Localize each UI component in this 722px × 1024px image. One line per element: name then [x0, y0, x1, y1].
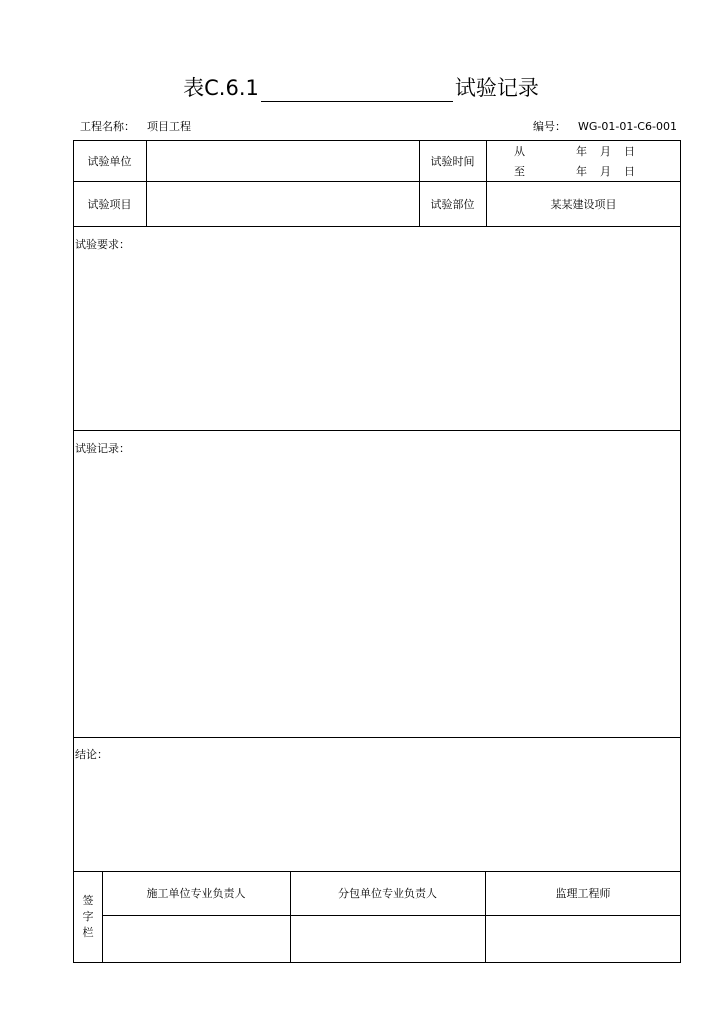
subcontractor-lead-signature-field[interactable]	[290, 915, 485, 963]
to-year-label: 年	[576, 165, 587, 178]
to-day-label: 日	[624, 165, 635, 178]
supervisor-signature-field[interactable]	[485, 915, 681, 963]
conclusion-label: 结论：	[75, 748, 108, 761]
project-name-value: 项目工程	[147, 120, 191, 133]
row-divider	[73, 430, 681, 431]
subcontractor-lead-header: 分包单位专业负责人	[338, 887, 437, 900]
signature-char: 字	[82, 910, 94, 923]
time-from-label: 从	[514, 145, 525, 158]
to-month-label: 月	[600, 165, 611, 178]
signature-char: 栏	[82, 926, 94, 939]
project-name-label: 工程名称：	[80, 120, 135, 133]
test-part-label: 试验部位	[430, 197, 475, 211]
document-code-row	[533, 118, 677, 134]
from-year-label: 年	[576, 145, 587, 158]
from-month-label: 月	[600, 145, 611, 158]
from-day-label: 日	[624, 145, 635, 158]
construction-lead-header: 施工单位专业负责人	[146, 887, 246, 900]
requirements-label: 试验要求：	[75, 238, 130, 251]
record-table	[73, 140, 681, 963]
test-time-label: 试验时间	[430, 154, 475, 168]
test-item-field[interactable]	[146, 181, 419, 226]
time-to-label: 至	[514, 165, 525, 178]
signature-column-label	[81, 893, 95, 941]
document-title	[0, 72, 722, 102]
test-unit-field[interactable]	[146, 140, 419, 181]
project-name-row	[80, 118, 191, 134]
row-divider	[73, 737, 681, 738]
record-label: 试验记录：	[75, 442, 130, 455]
row-divider	[73, 226, 681, 227]
document-code-value: WG-01-01-C6-001	[578, 120, 677, 133]
construction-lead-signature-field[interactable]	[102, 915, 290, 963]
signature-char: 签	[82, 894, 94, 907]
test-part-value[interactable]: 某某建设项目	[550, 197, 617, 211]
title-suffix: 试验记录	[454, 76, 539, 100]
title-blank-line[interactable]	[261, 79, 453, 102]
document-code-label: 编号：	[533, 120, 566, 133]
title-prefix: 表C.6.1	[183, 76, 259, 100]
test-item-label: 试验项目	[87, 197, 132, 211]
test-unit-label: 试验单位	[87, 154, 132, 168]
supervisor-header: 监理工程师	[555, 887, 611, 900]
